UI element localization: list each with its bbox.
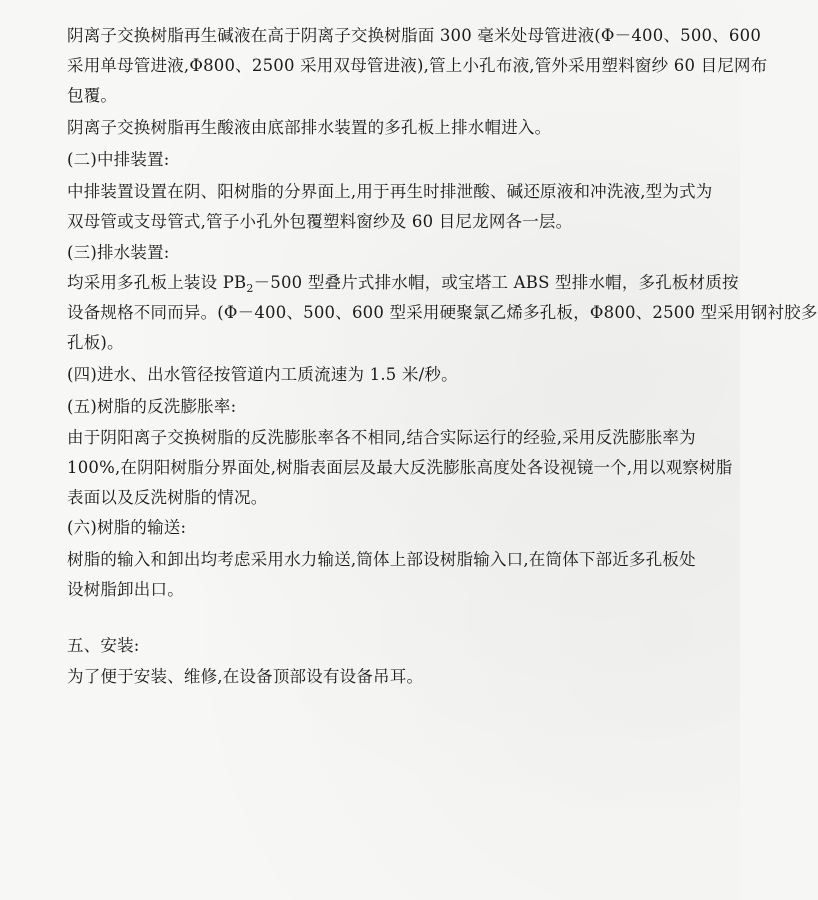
- text-line: [67, 273, 739, 295]
- text-line: 阴离子交换树脂再生酸液由底部排水装置的多孔板上排水帽进入。: [67, 118, 552, 137]
- text-line: 阴离子交换树脂再生碱液在高于阴离子交换树脂面 300 毫米处母管进液(Φ－400、500、600: [67, 26, 762, 45]
- text-line: 设备规格不同而异。(Φ－400、500、600 型采用硬聚氯乙烯多孔板，Φ800、2500 型采用钢衬胶多: [67, 303, 818, 322]
- section-heading: (四)进水、出水管径按管道内工质流速为 1.5 米/秒。: [67, 365, 458, 384]
- text-line: 由于阴阳离子交换树脂的反洗膨胀率各不相同,结合实际运行的经验,采用反洗膨胀率为: [67, 428, 696, 447]
- text-segment: 均采用多孔板上装设 PB: [67, 273, 247, 292]
- text-line: 中排装置设置在阴、阳树脂的分界面上,用于再生时排泄酸、碱还原液和冲洗液,型为式为: [67, 182, 713, 201]
- text-line: 100%,在阴阳树脂分界面处,树脂表面层及最大反洗膨胀高度处各设视镜一个,用以观察树脂: [67, 458, 733, 477]
- text-line: 包覆。: [67, 86, 118, 105]
- text-line: 设树脂卸出口。: [67, 580, 184, 599]
- section-heading: 五、安装:: [67, 636, 140, 655]
- section-heading: (三)排水装置:: [67, 243, 170, 262]
- text-line: 采用单母管进液,Φ800、2500 采用双母管进液),管上小孔布液,管外采用塑料窗纱 60 目尼网布: [67, 56, 768, 75]
- section-heading: (二)中排装置:: [67, 150, 170, 169]
- section-heading: (五)树脂的反洗膨胀率:: [67, 397, 237, 416]
- text-line: 树脂的输入和卸出均考虑采用水力输送,筒体上部设树脂输入口,在筒体下部近多孔板处: [67, 550, 696, 569]
- text-line: 表面以及反洗树脂的情况。: [67, 488, 268, 507]
- text-segment: －500 型叠片式排水帽，或宝塔工 ABS 型排水帽，多孔板材质按: [253, 273, 739, 292]
- text-line: 为了便于安装、维修,在设备顶部设有设备吊耳。: [67, 667, 424, 686]
- text-line: 孔板)。: [67, 333, 124, 352]
- text-line: 双母管或支母管式,管子小孔外包覆塑料窗纱及 60 目尼龙网各一层。: [67, 212, 573, 231]
- section-heading: (六)树脂的输送:: [67, 518, 187, 537]
- subscript: 2: [246, 282, 254, 295]
